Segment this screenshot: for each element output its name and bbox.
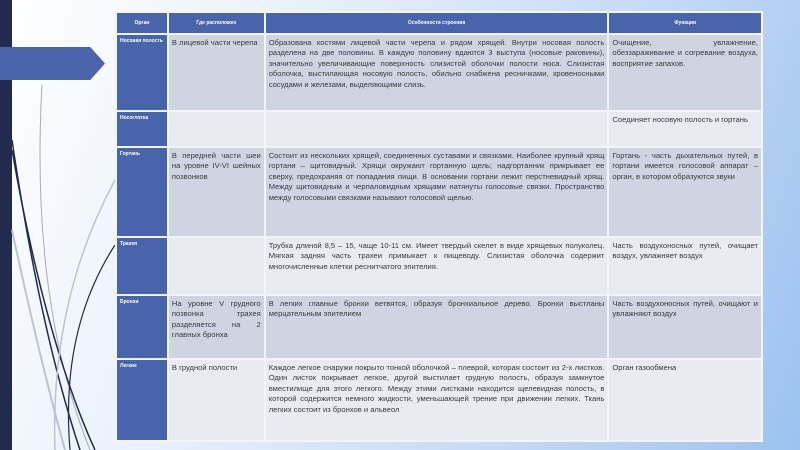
organ-cell: Носовая полость xyxy=(116,34,168,111)
structure-cell: Каждое легкое снаружи покрыто тонкой оболочкой – плеврой, которая состоит из 2-х листков. Один листок покрывает легкое, другой выстилает грудную полость, образуя замкнутое вместилище для этого легкого. Между этими листками находится щелевидная полость, в которой содержится немного жидкости, уменьшающей трение при движении легких. Ткань легких состоит из бронхов и альвеол xyxy=(265,359,609,441)
respiratory-organs-table xyxy=(115,11,763,442)
organ-cell: Трахея xyxy=(116,237,168,295)
functions-cell: Гортань - часть дыхательных путей, в гортани имеется голосовой аппарат – орган, в котором образуются звуки xyxy=(608,147,762,237)
header-functions: Функции xyxy=(608,12,762,34)
table-row xyxy=(116,147,762,237)
structure-cell xyxy=(265,111,609,147)
location-cell: На уровне V грудного позвонка трахея разделяется на 2 главных бронха xyxy=(168,295,265,359)
structure-cell: Трубка длиной 8,5 – 15, чаще 10-11 см. Имеет твердый скелет в виде хрящевых полуколец. Мягкая задняя часть трахеи примыкает к пищеводу. Слизистая оболочка содержит многочисленные клетки реснитчатого эпителия. xyxy=(265,237,609,295)
organ-cell: Гортань xyxy=(116,147,168,237)
table-row xyxy=(116,111,762,147)
functions-cell: Орган газообмена xyxy=(608,359,762,441)
location-cell: В лицевой части черепа xyxy=(168,34,265,111)
organ-cell: Носоглотка xyxy=(116,111,168,147)
table-row xyxy=(116,359,762,441)
location-cell xyxy=(168,111,265,147)
header-location: Где расположен xyxy=(168,12,265,34)
functions-cell: Часть воздухоносных путей, очищает воздух, увлажняет воздух xyxy=(608,237,762,295)
arrow-ribbon xyxy=(0,47,105,80)
functions-cell: Очищение, увлажнение, обеззараживание и согревание воздуха, восприятие запахов. xyxy=(608,34,762,111)
structure-cell: В легких главные бронхи ветвятся, образуя бронхиальное дерево. Бронхи выстланы мерцательным эпителием xyxy=(265,295,609,359)
organ-cell: Бронхи xyxy=(116,295,168,359)
header-organ: Орган xyxy=(116,12,168,34)
table-row xyxy=(116,34,762,111)
location-cell: В передней части шеи на уровне IV-VI шейных позвонков xyxy=(168,147,265,237)
structure-cell: Образована костями лицевой части черепа и рядом хрящей. Внутри носовая полость разделена на две половины. В каждую половину вдаются 3 выступа (носовые раковины), значительно увеличивающие поверхность слизистой оболочки полости носа. Слизистая оболочка, выстилающая носовую полость, обильно снабжена ресничками, кровеносными сосудами и железами, выделяющими слизь. xyxy=(265,34,609,111)
structure-cell: Состоит из нескольких хрящей, соединенных суставами и связками. Наиболее крупный хрящ гортани – щитовидный. Хрящи окружают гортанную щель; надгортанник прикрывает ее сверху, предохраняя от попадания пищи. В основании гортани лежит перстневидный хрящ. Между щитовидным и черпаловидным хрящами натянуты голосовые связки. Пространство между голосовыми связками называют голосовой щелью. xyxy=(265,147,609,237)
table-row xyxy=(116,295,762,359)
location-cell: В грудной полости xyxy=(168,359,265,441)
location-cell xyxy=(168,237,265,295)
header-structure: Особенности строения xyxy=(265,12,609,34)
table-header-row xyxy=(116,12,762,34)
table-row xyxy=(116,237,762,295)
organ-cell: Легкие xyxy=(116,359,168,441)
functions-cell: Часть воздухоносных путей, очищают и увлажняют воздух xyxy=(608,295,762,359)
functions-cell: Соединяет носовую полость и гортань xyxy=(608,111,762,147)
